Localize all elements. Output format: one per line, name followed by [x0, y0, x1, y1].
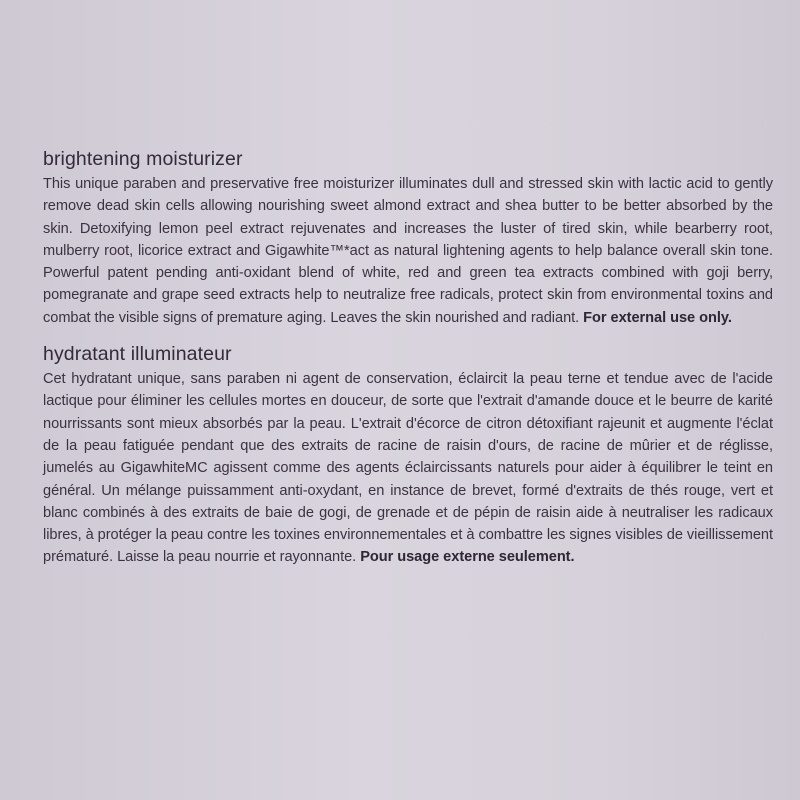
- english-section: [43, 146, 773, 329]
- french-section: [43, 341, 773, 569]
- french-description: [43, 368, 773, 569]
- english-closing: For external use only.: [583, 309, 732, 326]
- french-closing: Pour usage externe seulement.: [360, 549, 575, 566]
- label-text-block: [43, 146, 773, 581]
- french-body: Cet hydratant unique, sans paraben ni agent de conservation, éclaircit la peau terne et tendue avec de l'acide lactique pour éliminer les cellules mortes en douceur, de sorte que l'extrait d'amande douce et le beurre de karité nourrissants sont mieux absorbés par la peau. L'extrait d'écorce de citron détoxifiant rajeunit et augmente l'éclat de la peau fatiguée pendant que des extraits de racine de raisin d'ours, de racine de mûrier et de réglisse, jumelés au GigawhiteMC agissent comme des agents éclaircissants naturels pour aider à équilibrer le teint en général. Un mélange puissamment anti-oxydant, en instance de brevet, formé d'extraits de thés rouge, vert et blanc combinés à des extraits de baie de gogi, de grenade et de pépin de raisin aide à neutraliser les radicaux libres, à protéger la peau contre les toxines environnementales et à combattre les signes visibles de vieillissement prématuré. Laisse la peau nourrie et rayonnante.: [43, 371, 773, 566]
- french-title: hydratant illuminateur: [43, 343, 232, 366]
- english-description: [43, 173, 773, 329]
- english-title: brightening moisturizer: [43, 148, 243, 170]
- english-body: This unique paraben and preservative free moisturizer illuminates dull and stressed skin with lactic acid to gently remove dead skin cells allowing nourishing sweet almond extract and shea butter to be better absorbed by the skin. Detoxifying lemon peel extract rejuvenates and increases the luster of tired skin, while bearberry root, mulberry root, licorice extract and Gigawhite™*act as natural lightening agents to help balance overall skin tone. Powerful patent pending anti-oxidant blend of white, red and green tea extracts combined with goji berry, pomegranate and grape seed extracts help to neutralize free radicals, protect skin from environmental toxins and combat the visible signs of premature aging. Leaves the skin nourished and radiant.: [43, 176, 773, 326]
